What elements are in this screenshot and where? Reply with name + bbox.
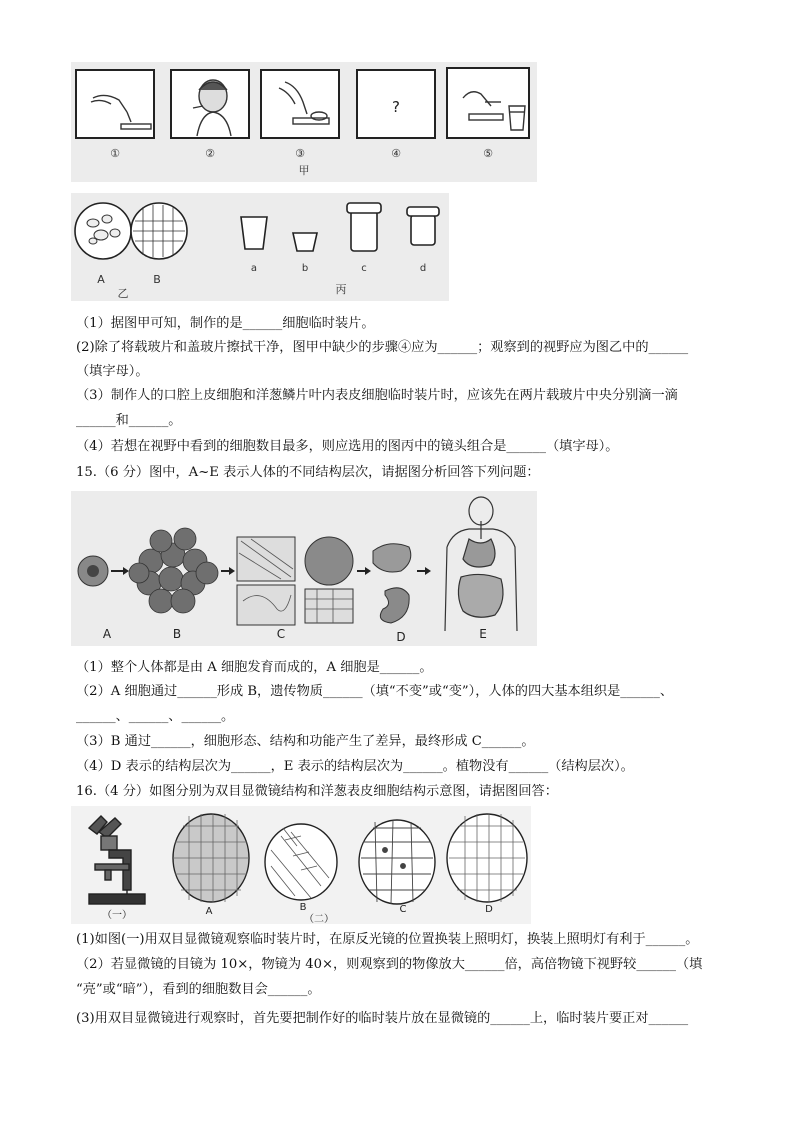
- step-label-3: ③: [295, 147, 305, 160]
- q15-part4: （4）D 表示的结构层次为______，E 表示的结构层次为______。植物没有______（结构层次）。: [76, 759, 634, 774]
- step-3-panel: [261, 70, 339, 138]
- q16-part3: (3)用双目显微镜进行观察时，首先要把制作好的临时装片放在显微镜的______上，临时装片要正对______: [76, 1011, 689, 1026]
- q16-heading: 16.（4 分）如图分别为双目显微镜结构和洋葱表皮细胞结构示意图，请据图回答：: [76, 784, 558, 799]
- view-b: [265, 824, 337, 900]
- figure-bing-caption: 丙: [335, 283, 347, 296]
- step-4-question-mark: ?: [392, 98, 400, 116]
- step-1-panel: [76, 70, 154, 138]
- lens-a: [241, 217, 267, 249]
- view-label-b: B: [299, 902, 307, 913]
- figure-jia-drawing: [71, 62, 537, 182]
- q16-part2-line2: “亮”或“暗”），看到的细胞数目会______。: [76, 982, 321, 997]
- tissue-nerve: [237, 585, 295, 625]
- figure-jia: [71, 62, 537, 182]
- figure-q15-levels: [71, 491, 537, 646]
- lens-label-d: d: [419, 263, 427, 274]
- caption-figure-2: （二）: [304, 914, 334, 924]
- lens-label-c: c: [361, 263, 367, 274]
- lens-d: [411, 215, 435, 245]
- level-label-a: A: [102, 627, 112, 641]
- view-label-a: A: [97, 273, 105, 286]
- q14-part3-line1: （3）制作人的口腔上皮细胞和洋葱鳞片叶内表皮细胞临时装片时，应该先在两片载玻片中央分别滴一滴: [76, 388, 678, 403]
- q15-part2-line2: ______、______、______。: [76, 709, 235, 724]
- view-label-c: C: [399, 904, 407, 915]
- level-label-e: E: [479, 627, 487, 641]
- tissue-epithelial: [305, 589, 353, 623]
- q14-part1: （1）据图甲可知，制作的是______细胞临时装片。: [76, 316, 375, 331]
- level-label-c: C: [276, 627, 286, 641]
- human-body-system: [445, 497, 517, 631]
- level-b-cells: [129, 528, 218, 613]
- figure-yi-bing-drawing: [71, 193, 449, 301]
- binocular-microscope: [89, 816, 145, 904]
- figure-yi-bing: [71, 193, 449, 301]
- level-label-b: B: [172, 627, 182, 641]
- step-label-2: ②: [205, 147, 215, 160]
- lens-label-a: a: [250, 263, 258, 274]
- figure-q15-drawing: [71, 491, 537, 646]
- step-label-4: ④: [391, 147, 401, 160]
- q15-part2-line1: （2）A 细胞通过______形成 B，遗传物质______（填“不变”或“变”），人体的四大基本组织是______、: [76, 684, 674, 699]
- q14-part3-line2: ______和______。: [76, 413, 182, 428]
- q16-part2-line1: （2）若显微镜的目镜为 10×，物镜为 40×，则观察到的物像放大______倍，高倍物镜下视野较______（填: [76, 957, 703, 972]
- figure-yi-caption: 乙: [117, 287, 129, 300]
- step-label-5: ⑤: [483, 147, 493, 160]
- q14-part2-line2: （填字母）。: [76, 364, 149, 379]
- q16-part1: (1)如图(一)用双目显微镜观察临时装片时，在原反光镜的位置换装上照明灯，换装上照明灯有利于______。: [76, 932, 699, 947]
- q14-part4: （4）若想在视野中看到的细胞数目最多，则应选用的图丙中的镜头组合是______（填字母）。: [76, 439, 619, 454]
- q14-part2-line1: (2)除了将载玻片和盖玻片擦拭干净，图甲中缺少的步骤④应为______；观察到的视野应为图乙中的______: [76, 340, 689, 355]
- figure-q16-microscope: [71, 806, 531, 924]
- level-label-d: D: [396, 630, 406, 644]
- organ-stomach: [380, 588, 409, 623]
- view-label-d: D: [485, 904, 493, 915]
- lens-c: [351, 211, 377, 251]
- view-label-b: B: [153, 273, 161, 286]
- organ-liver: [373, 544, 411, 572]
- lens-label-b: b: [301, 263, 309, 274]
- view-c: [359, 820, 435, 904]
- tissue-epithelial-round: [305, 537, 353, 585]
- caption-figure-1: （一）: [102, 910, 132, 921]
- figure-q16-drawing: [71, 806, 531, 924]
- figure-jia-caption: 甲: [298, 164, 310, 177]
- view-label-a: A: [205, 906, 213, 917]
- lens-b: [293, 233, 317, 251]
- q15-part3: （3）B 通过______，细胞形态、结构和功能产生了差异，最终形成 C______。: [76, 734, 535, 749]
- q15-part1: （1）整个人体都是由 A 细胞发育而成的，A 细胞是______。: [76, 660, 433, 675]
- step-label-1: ①: [110, 147, 120, 160]
- q15-heading: 15.（6 分）图中，A~E 表示人体的不同结构层次，请据图分析回答下列问题：: [76, 465, 540, 480]
